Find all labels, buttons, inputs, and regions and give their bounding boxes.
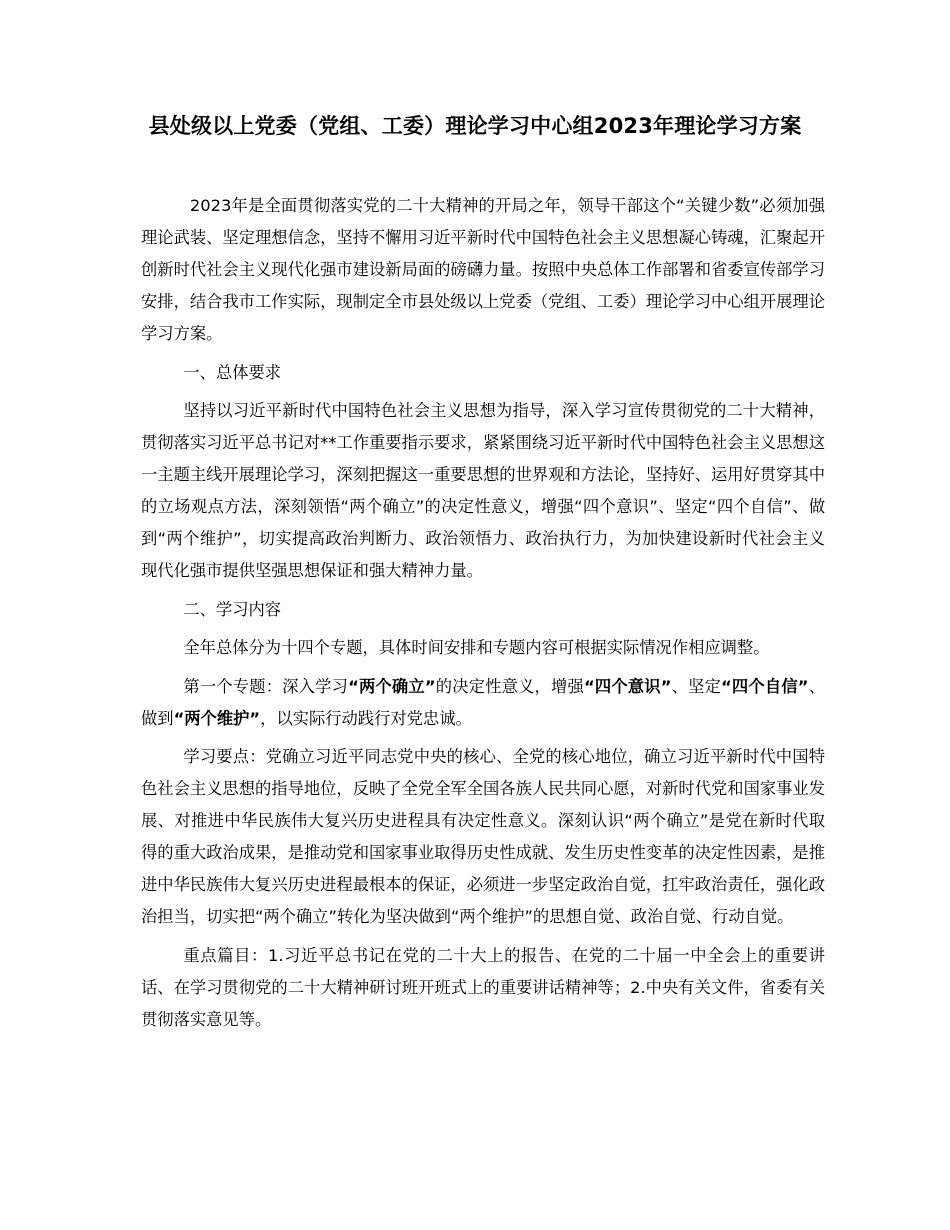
topic-one-text: 、坚定 — [671, 676, 722, 696]
section-heading-study-content: 二、学习内容 — [183, 599, 282, 619]
study-content-paragraph: 全年总体分为十四个专题，具体时间安排和专题内容可根据实际情况作相应调整。 — [183, 638, 770, 657]
topic-one-quote-two-safeguards: “两个维护” — [173, 708, 261, 728]
document-body — [141, 190, 825, 1042]
topic-one-quote-four-consciousness: “四个意识” — [583, 676, 672, 696]
topic-one-text: 、做到 — [141, 676, 825, 728]
document-title: 县处级以上党委（党组、工委）理论学习中心组2023年理论学习方案 — [148, 114, 802, 138]
topic-one-paragraph — [141, 671, 825, 735]
key-readings-paragraph: 重点篇目：1.习近平总书记在党的二十大上的报告、在党的二十届一中全会上的重要讲话、在学习贯彻党的二十大精神研讨班开班式上的重要讲话精神等；2.中央有关文件，省委有关贯彻落实意见等。 — [141, 945, 825, 1029]
topic-one-quote-two-establishments: “两个确立” — [348, 676, 436, 696]
topic-one-text: ，以实际行动践行对党忠诚。 — [260, 708, 472, 728]
topic-one-text: 第一个专题：深入学习 — [183, 676, 349, 696]
section-heading-general-requirements: 一、总体要求 — [183, 362, 282, 382]
topic-one-text: 的决定性意义，增强 — [435, 676, 584, 696]
study-points-paragraph: 学习要点：党确立习近平同志党中央的核心、全党的核心地位，确立习近平新时代中国特色社会主义思想的指导地位，反映了全党全军全国各族人民共同心愿，对新时代党和国家事业发展、对推进中华民族伟大复兴历史进程具有决定性意义。深刻认识“两个确立”是党在新时代取得的重大政治成果，是推动党和国家事业取得历史性成就、发生历史性变革的决定性因素，是推进中华民族伟大复兴历史进程最根本的保证，必须进一步坚定政治自觉，扛牢政治责任，强化政治担当，切实把“两个确立”转化为坚决做到“两个维护”的思想自觉、政治自觉、行动自觉。 — [141, 747, 825, 926]
general-requirements-paragraph: 坚持以习近平新时代中国特色社会主义思想为指导，深入学习宣传贯彻党的二十大精神，贯彻落实习近平总书记对**工作重要指示要求，紧紧围绕习近平新时代中国特色社会主义思想这一主题主线开展理论学习，深刻把握这一重要思想的世界观和方法论，坚持好、运用好贯穿其中的立场观点方法，深刻领悟“两个确立”的决定性意义，增强“四个意识”、坚定“四个自信”、做到“两个维护”，切实提高政治判断力、政治领悟力、政治执行力，为加快建设新时代社会主义现代化强市提供坚强思想保证和强大精神力量。 — [141, 401, 825, 580]
topic-one-quote-four-confidences: “四个自信” — [721, 676, 809, 696]
intro-paragraph: 2023年是全面贯彻落实党的二十大精神的开局之年，领导干部这个“关键少数”必须加强理论武装、坚定理想信念，坚持不懈用习近平新时代中国特色社会主义思想凝心铸魂，汇聚起开创新时代社会主义现代化强市建设新局面的磅礴力量。按照中央总体工作部署和省委宣传部学习安排，结合我市工作实际，现制定全市县处级以上党委（党组、工委）理论学习中心组开展理论学习方案。 — [141, 196, 825, 343]
